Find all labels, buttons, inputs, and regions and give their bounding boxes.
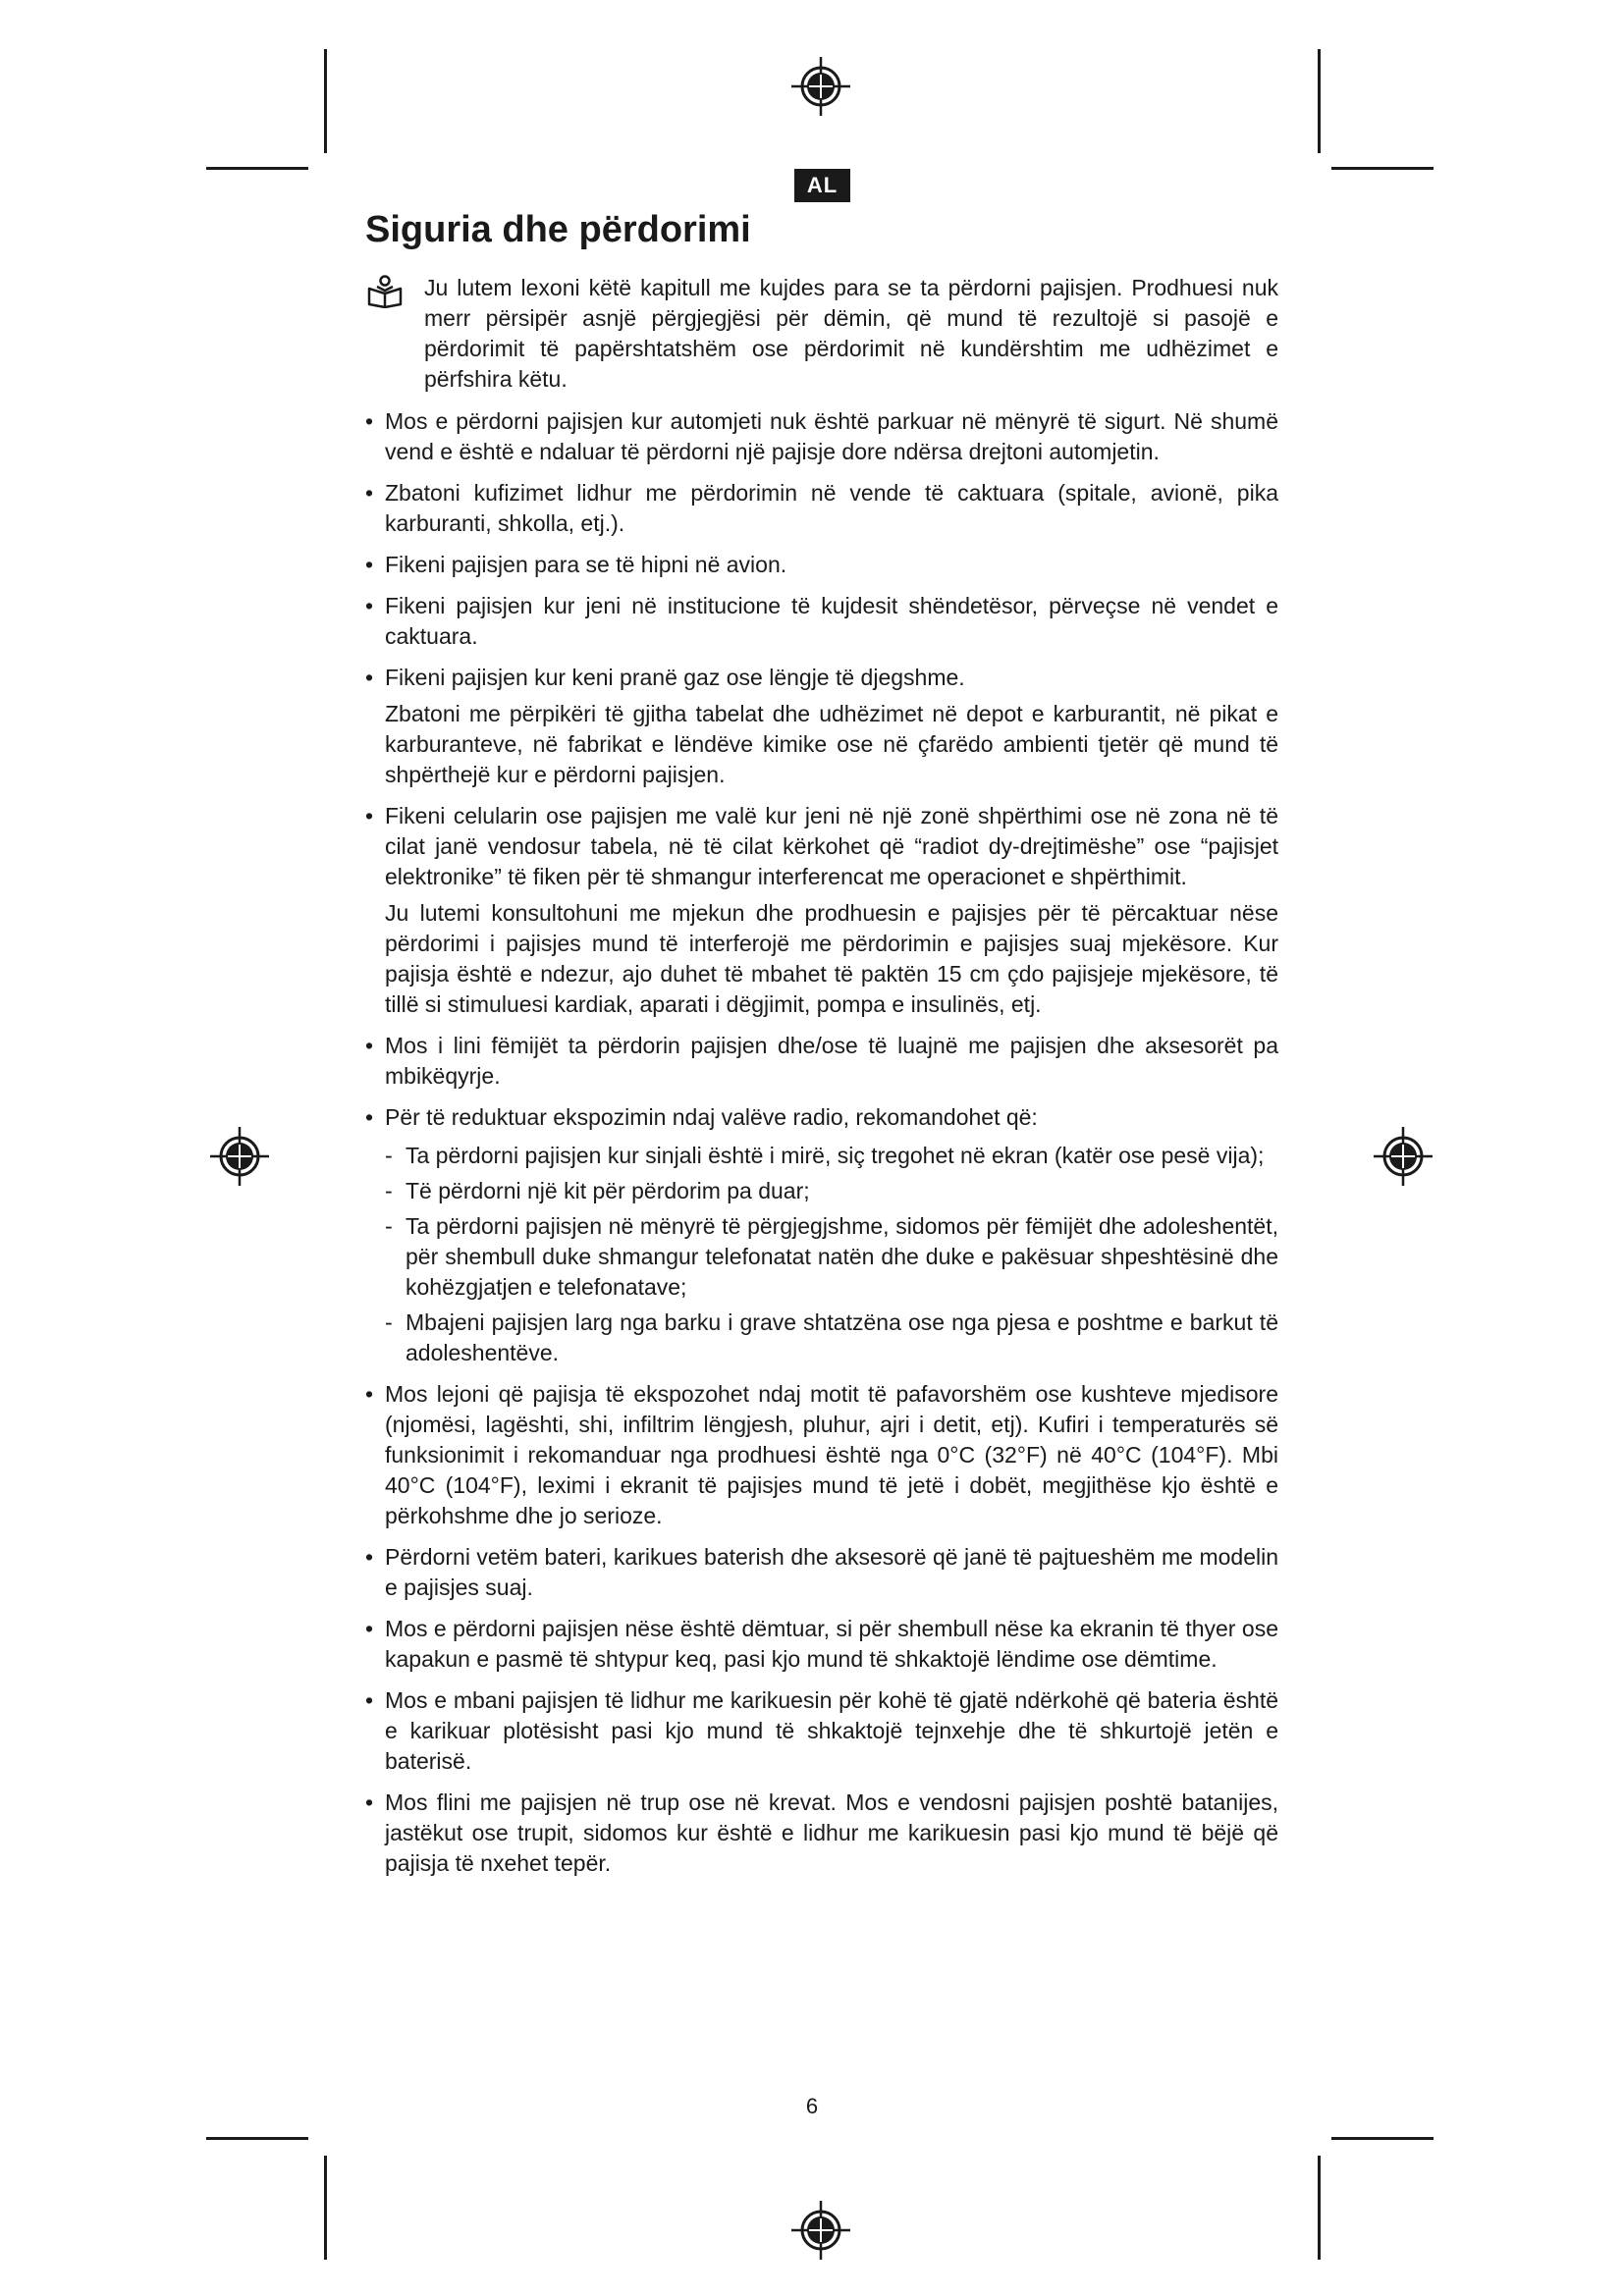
bullet: • bbox=[365, 1033, 374, 1058]
bullet: • bbox=[365, 552, 374, 577]
list-item bbox=[365, 663, 1278, 790]
bullet: • bbox=[365, 1687, 374, 1713]
sub-list-item bbox=[385, 1176, 1278, 1206]
intro-text: Ju lutem lexoni këtë kapitull me kujdes para se ta përdorni pajisjen. Prodhuesi nuk merr përsipër asnjë përgjegjësi për dëmin, që mund të rezultojë si pasojë e përdorimit të papërshtatshëm ose përdorimit në kundërshtim me udhëzimet e përfshira këtu. bbox=[424, 275, 1278, 392]
bullet: • bbox=[365, 665, 374, 690]
list-item bbox=[365, 1379, 1278, 1531]
list-item bbox=[365, 591, 1278, 652]
crop-mark-bottom-right-h bbox=[1331, 2137, 1434, 2140]
list-item-text: Fikeni pajisjen kur keni pranë gaz ose lëngje të djegshme. bbox=[385, 665, 965, 690]
sub-list-item bbox=[385, 1211, 1278, 1303]
dash: - bbox=[385, 1213, 393, 1239]
bullet: • bbox=[365, 593, 374, 618]
list-item bbox=[365, 478, 1278, 539]
list-item-text: Fikeni pajisjen para se të hipni në avion. bbox=[385, 552, 787, 577]
page-number: 6 bbox=[805, 2094, 819, 2118]
safety-content bbox=[365, 273, 1278, 1879]
sub-list-item-text: Mbajeni pajisjen larg nga barku i grave shtatzëna ose nga pjesa e poshtme e barkut të adoleshentëve. bbox=[406, 1309, 1278, 1365]
crop-mark-top-left-v bbox=[324, 49, 327, 153]
list-item bbox=[365, 1031, 1278, 1092]
list-item-text: Zbatoni kufizimet lidhur me përdorimin në vende të caktuara (spitale, avionë, pika karburanti, shkolla, etj.). bbox=[385, 480, 1278, 536]
sub-list-item-text: Ta përdorni pajisjen kur sinjali është i mirë, siç tregohet në ekran (katër ose pesë vija); bbox=[406, 1143, 1265, 1168]
list-item bbox=[365, 801, 1278, 1020]
dash: - bbox=[385, 1143, 393, 1168]
list-item-continuation: Ju lutemi konsultohuni me mjekun dhe prodhuesin e pajisjes për të përcaktuar nëse përdorimi i pajisjes mund të interferojë me përdorimin e pajisjes suaj mjekësore. Kur pajisja është e ndezur, ajo duhet të mbahet të paktën 15 cm çdo pajisjeje mjekësore, të tillë si stimuluesi kardiak, aparati i dëgjimit, pompa e insulinës, etj. bbox=[385, 900, 1278, 1017]
list-item-text: Fikeni celularin ose pajisjen me valë kur jeni në një zonë shpërthimi ose në zona në të cilat janë vendosur tabela, në të cilat kërkohet që “radiot dy-drejtimëshe” ose “pajisjet elektronike” të fiken për të shmangur interferencat me operacionet e shpërthimit. bbox=[385, 803, 1278, 889]
sub-list-item bbox=[385, 1308, 1278, 1368]
registration-mark-icon bbox=[208, 1125, 271, 1188]
list-item bbox=[365, 1788, 1278, 1879]
list-item bbox=[365, 1685, 1278, 1777]
bullet: • bbox=[365, 1616, 374, 1641]
bullet: • bbox=[365, 480, 374, 506]
crop-mark-top-left-h bbox=[206, 167, 308, 170]
bullet: • bbox=[365, 1789, 374, 1815]
list-item-text: Mos e mbani pajisjen të lidhur me karikuesin për kohë të gjatë ndërkohë që bateria është e karikuar plotësisht pasi kjo mund të shkaktojë tejnxehje dhe të shkurtojë jetën e baterisë. bbox=[385, 1687, 1278, 1774]
list-item bbox=[365, 406, 1278, 467]
dash: - bbox=[385, 1178, 393, 1203]
sub-list-item-text: Të përdorni një kit për përdorim pa duar; bbox=[406, 1178, 810, 1203]
dash: - bbox=[385, 1309, 393, 1335]
list-item-text: Mos flini me pajisjen në trup ose në krevat. Mos e vendosni pajisjen poshtë batanijes, jastëkut ose trupit, sidomos kur është e lidhur me karikuesin pasi kjo mund të bëjë që pajisja të nxehet tepër. bbox=[385, 1789, 1278, 1876]
bullet: • bbox=[365, 408, 374, 434]
registration-mark-icon bbox=[1372, 1125, 1435, 1188]
crop-mark-bottom-left-v bbox=[324, 2156, 327, 2260]
bullet: • bbox=[365, 1544, 374, 1570]
intro-paragraph bbox=[365, 273, 1278, 395]
sub-list-item bbox=[385, 1141, 1278, 1171]
sub-list bbox=[385, 1141, 1278, 1368]
crop-mark-bottom-left-h bbox=[206, 2137, 308, 2140]
page-title: Siguria dhe përdorimi bbox=[365, 209, 751, 250]
language-badge: AL bbox=[794, 169, 850, 202]
list-item-text: Përdorni vetëm bateri, karikues baterish dhe aksesorë që janë të pajtueshëm me modelin e pajisjes suaj. bbox=[385, 1544, 1278, 1600]
list-item-continuation: Zbatoni me përpikëri të gjitha tabelat dhe udhëzimet në depot e karburantit, në pikat e karburanteve, në fabrikat e lëndëve kimike ose në çfarëdo ambienti tjetër që mund të shpërthejë kur e përdorni pajisjen. bbox=[385, 701, 1278, 787]
list-item bbox=[365, 1542, 1278, 1603]
list-item-text: Për të reduktuar ekspozimin ndaj valëve radio, rekomandohet që: bbox=[385, 1104, 1038, 1130]
list-item-text: Fikeni pajisjen kur jeni në institucione të kujdesit shëndetësor, përveçse në vendet e caktuara. bbox=[385, 593, 1278, 649]
list-item-text: Mos i lini fëmijët ta përdorin pajisjen dhe/ose të luajnë me pajisjen dhe aksesorët pa mbikëqyrje. bbox=[385, 1033, 1278, 1089]
bullet: • bbox=[365, 1104, 374, 1130]
list-item bbox=[365, 1614, 1278, 1675]
book-reader-icon bbox=[367, 275, 403, 308]
registration-mark-icon bbox=[789, 55, 852, 118]
sub-list-item-text: Ta përdorni pajisjen në mënyrë të përgjegjshme, sidomos për fëmijët dhe adoleshentët, për shembull duke shmangur telefonatat natën dhe duke e pakësuar shpeshtësinë dhe kohëzgjatjen e telefonatave; bbox=[406, 1213, 1278, 1300]
crop-mark-bottom-right-v bbox=[1318, 2156, 1321, 2260]
crop-mark-top-right-h bbox=[1331, 167, 1434, 170]
list-item-text: Mos e përdorni pajisjen nëse është dëmtuar, si për shembull nëse ka ekranin të thyer ose kapakun e pasmë të shtypur keq, pasi kjo mund të shkaktojë lëndime ose dëmtime. bbox=[385, 1616, 1278, 1672]
list-item bbox=[365, 1102, 1278, 1368]
list-item bbox=[365, 550, 1278, 580]
list-item-text: Mos lejoni që pajisja të ekspozohet ndaj motit të pafavorshëm ose kushteve mjedisore (njomësi, lagështi, shi, infiltrim lëngjesh, pluhur, ajri i detit, etj). Kufiri i temperaturës së funksionimit i rekomanduar nga prodhuesi është nga 0°C (32°F) në 40°C (104°F). Mbi 40°C (104°F), leximi i ekranit të pajisjes mund të jetë i dobët, megjithëse kjo është e përkohshme dhe jo serioze. bbox=[385, 1381, 1278, 1528]
registration-mark-icon bbox=[789, 2199, 852, 2262]
bullet: • bbox=[365, 803, 374, 828]
crop-mark-top-right-v bbox=[1318, 49, 1321, 153]
list-item-text: Mos e përdorni pajisjen kur automjeti nuk është parkuar në mënyrë të sigurt. Në shumë vend e është e ndaluar të përdorni një pajisje dore ndërsa drejtoni automjetin. bbox=[385, 408, 1278, 464]
bullet: • bbox=[365, 1381, 374, 1407]
